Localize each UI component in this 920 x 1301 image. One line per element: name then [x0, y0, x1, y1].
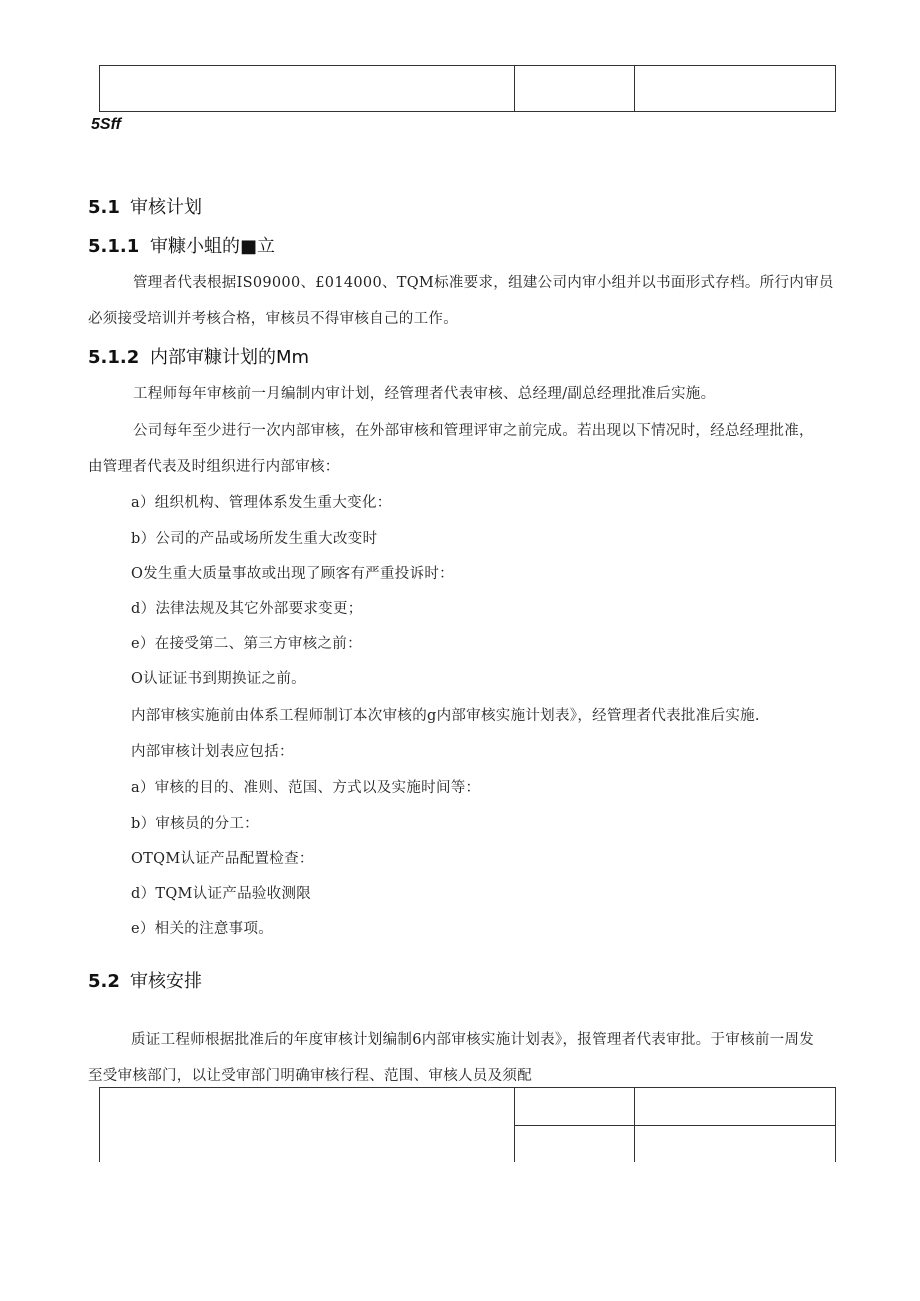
section-title: 内部审糠计划的Mm: [150, 347, 310, 368]
section-title: 审核安排: [130, 971, 202, 992]
list-item: O认证证书到期换证之前。: [131, 671, 306, 687]
paragraph-text: 至受审核部门，以让受审部门明确审核行程、范围、审核人员及须配: [88, 1068, 532, 1084]
list-item: b）审核员的分工：: [131, 816, 259, 832]
section-5-1-1-heading: [88, 232, 275, 258]
paragraph-text: 内部审核实施前由体系工程师制订本次审核的g内部审核实施计划表》，经管理者代表批准后实施.: [131, 708, 760, 724]
bottom-table-row-divider: [514, 1125, 836, 1126]
section-number: 5.1.1: [88, 236, 140, 257]
section-number: 5.1: [88, 197, 120, 218]
bottom-table-divider-1: [514, 1087, 515, 1162]
list-item: e）在接受第二、第三方审核之前：: [131, 636, 362, 652]
section-5-1-heading: [88, 193, 202, 219]
top-table-border-left: [99, 65, 100, 112]
list-item: O发生重大质量事故或出现了顾客有严重投诉时：: [131, 566, 454, 582]
list-item: b）公司的产品或场所发生重大改变时: [131, 531, 378, 547]
section-number: 5.1.2: [88, 347, 140, 368]
top-label: 5Sff: [91, 116, 121, 133]
section-title: 审糠小蛆的■立: [150, 236, 276, 257]
section-title: 审核计划: [130, 197, 202, 218]
bottom-table-border-left: [99, 1087, 100, 1162]
top-table-divider-2: [634, 65, 635, 112]
paragraph-text: 内部审核计划表应包括：: [131, 744, 294, 760]
list-item: d）法律法规及其它外部要求变更；: [131, 601, 363, 617]
list-item: a）组织机构、管理体系发生重大变化：: [131, 495, 392, 511]
top-table-border-bottom: [99, 111, 836, 112]
bottom-table-border-right: [835, 1087, 836, 1162]
section-5-2-heading: [88, 967, 202, 993]
paragraph-text: 工程师每年审核前一月编制内审计划，经管理者代表审核、总经理/副总经理批准后实施。: [133, 386, 716, 402]
paragraph-text: 公司每年至少进行一次内部审核，在外部审核和管理评审之前完成。若出现以下情况时，经总经理批准，: [133, 423, 814, 439]
bottom-table-border-top: [99, 1087, 836, 1088]
paragraph-text: 必须接受培训并考核合格，审核员不得审核自己的工作。: [88, 311, 458, 327]
paragraph-text: 由管理者代表及时组织进行内部审核：: [88, 459, 340, 475]
top-table-border-right: [835, 65, 836, 112]
top-table-border-top: [99, 65, 836, 66]
paragraph-text: 管理者代表根据IS09000、£014000、TQM标准要求，组建公司内审小组并以书面形式存档。所行内审员: [133, 275, 834, 291]
list-item: OTQM认证产品配置检查：: [131, 851, 314, 867]
paragraph-text: 质证工程师根据批准后的年度审核计划编制6内部审核实施计划表》，报管理者代表审批。于审核前一周发: [131, 1032, 815, 1048]
top-table-divider-1: [514, 65, 515, 112]
section-5-1-2-heading: [88, 343, 309, 369]
list-item: d）TQM认证产品验收测限: [131, 886, 312, 902]
section-number: 5.2: [88, 971, 120, 992]
bottom-table-divider-2: [634, 1087, 635, 1162]
list-item: a）审核的目的、准则、范国、方式以及实施时间等：: [131, 780, 481, 796]
list-item: e）相关的注意事项。: [131, 921, 274, 937]
